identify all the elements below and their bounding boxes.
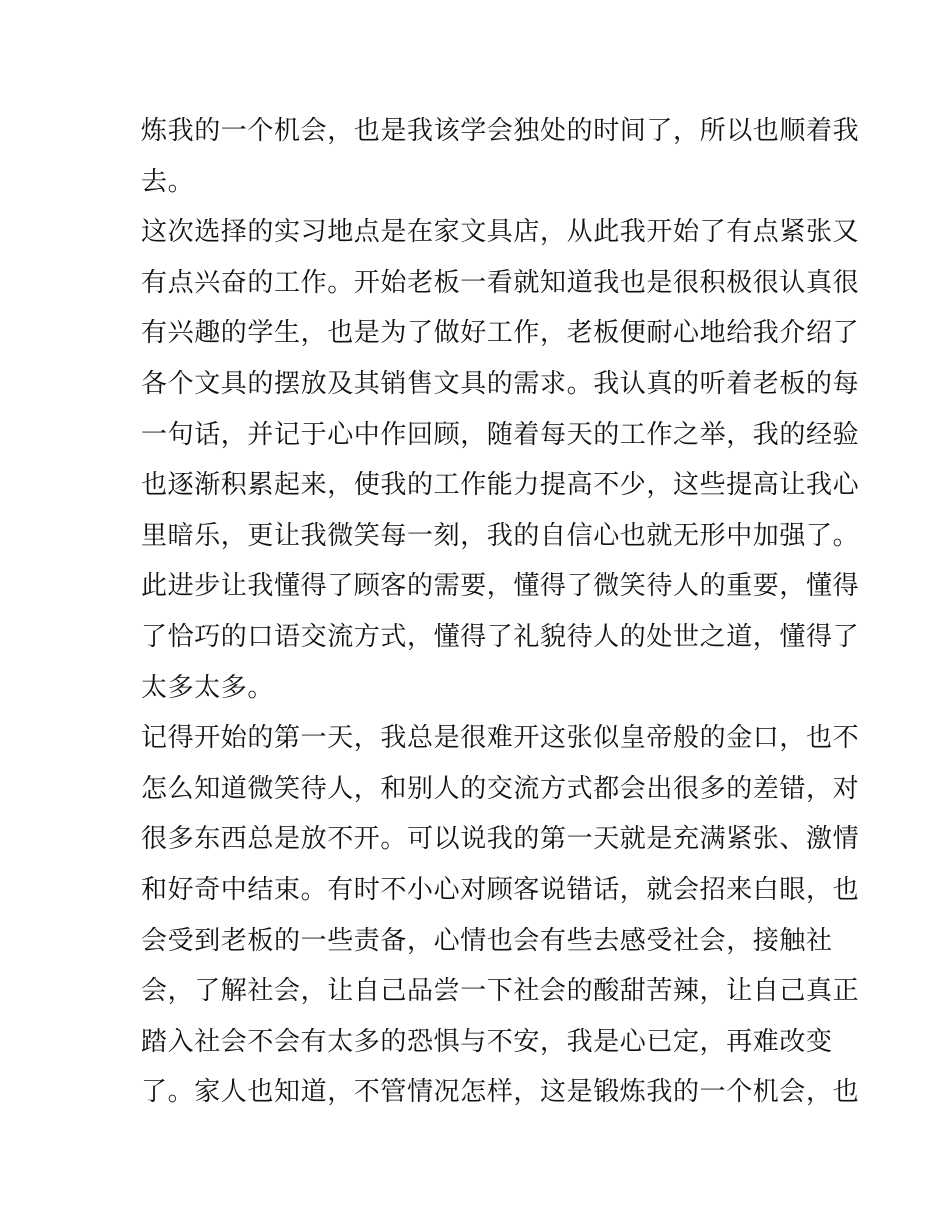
text-line: 此进步让我懂得了顾客的需要，懂得了微笑待人的重要，懂得	[141, 571, 860, 602]
text-line: 有点兴奋的工作。开始老板一看就知道我也是很积极很认真很	[141, 267, 860, 298]
text-line: 也逐渐积累起来，使我的工作能力提高不少，这些提高让我心	[141, 470, 860, 501]
text-line: 太多太多。	[141, 672, 275, 703]
text-line: 了。家人也知道，不管情况怎样，这是锻炼我的一个机会，也	[141, 1077, 860, 1108]
text-line: 有兴趣的学生，也是为了做好工作，老板便耐心地给我介绍了	[141, 318, 860, 349]
text-line: 各个文具的摆放及其销售文具的需求。我认真的听着老板的每	[141, 368, 860, 399]
text-line: 这次选择的实习地点是在家文具店，从此我开始了有点紧张又	[141, 217, 860, 248]
text-line: 怎么知道微笑待人，和别人的交流方式都会出很多的差错，对	[141, 773, 860, 804]
text-line: 很多东西总是放不开。可以说我的第一天就是充满紧张、激情	[141, 824, 860, 855]
text-line: 了恰巧的口语交流方式，懂得了礼貌待人的处世之道，懂得了	[141, 621, 860, 652]
text-line: 踏入社会不会有太多的恐惧与不安，我是心已定，再难改变	[141, 1026, 833, 1057]
text-line: 去。	[141, 166, 195, 197]
text-line: 炼我的一个机会，也是我该学会独处的时间了，所以也顺着我	[141, 116, 860, 146]
text-line: 记得开始的第一天，我总是很难开这张似皇帝般的金口，也不	[141, 723, 860, 754]
text-line: 里暗乐，更让我微笑每一刻，我的自信心也就无形中加强了。	[141, 520, 860, 551]
text-line: 会受到老板的一些责备，心情也会有些去感受社会，接触社	[141, 925, 833, 956]
body-text	[141, 106, 860, 1118]
text-line: 和好奇中结束。有时不小心对顾客说错话，就会招来白眼，也	[141, 874, 860, 905]
text-line: 一句话，并记于心中作回顾，随着每天的工作之举，我的经验	[141, 419, 860, 450]
text-line: 会，了解社会，让自己品尝一下社会的酸甜苦辣，让自己真正	[141, 976, 860, 1007]
